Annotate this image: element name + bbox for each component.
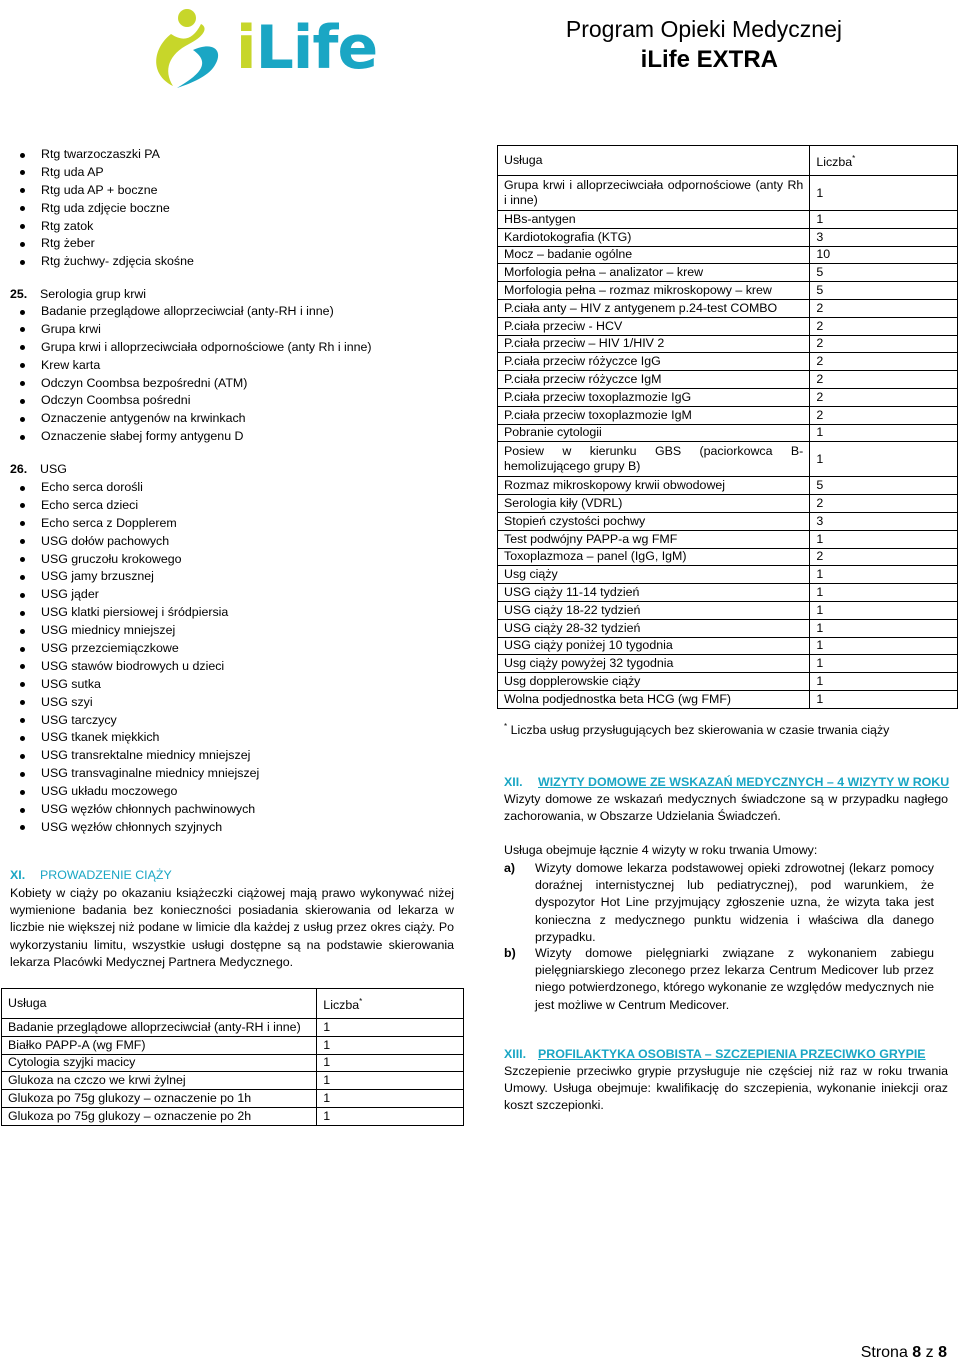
list-item: USG sutka	[10, 676, 259, 694]
footnote-mark: *	[504, 722, 508, 731]
count-cell: 1	[810, 424, 958, 442]
service-cell: Morfologia pełna – rozmaz mikroskopowy – krew	[498, 282, 810, 300]
list-item: USG transvaginalne miednicy mniejszej	[10, 765, 259, 783]
service-cell: Białko PAPP-A (wg FMF)	[2, 1036, 317, 1054]
table-footnote	[504, 722, 889, 737]
list-item: USG dołów pachowych	[10, 533, 259, 551]
service-cell: Grupa krwi i alloprzeciwciała odpornościowe (anty Rh i inne)	[498, 176, 810, 211]
table-row	[498, 619, 958, 637]
table-row	[2, 1072, 464, 1090]
list-item: Rtg zatok	[10, 218, 194, 236]
count-cell: 5	[810, 264, 958, 282]
service-cell: Glukoza po 75g glukozy – oznaczenie po 2h	[2, 1107, 317, 1125]
count-cell: 2	[810, 388, 958, 406]
count-cell: 1	[317, 1072, 464, 1090]
service-cell: USG ciąży poniżej 10 tygodnia	[498, 637, 810, 655]
table-row	[498, 655, 958, 673]
list-item: USG układu moczowego	[10, 783, 259, 801]
table-row	[498, 282, 958, 300]
list-item: Rtg twarzoczaszki PA	[10, 146, 194, 164]
table-row	[498, 637, 958, 655]
table-row	[498, 388, 958, 406]
count-cell: 2	[810, 406, 958, 424]
header-count-mark: *	[359, 996, 363, 1006]
table-row	[498, 601, 958, 619]
list-item: USG transrektalne miednicy mniejszej	[10, 747, 259, 765]
header-count-label: Liczba	[323, 998, 360, 1013]
header-count-label: Liczba	[816, 155, 853, 170]
table-row	[498, 371, 958, 389]
list-item: USG klatki piersiowej i śródpiersia	[10, 604, 259, 622]
section-xi-text: Kobiety w ciąży po okazaniu książeczki ciążowej mają prawo wykonywać niżej wymienione badania bez konieczności posiadania skierowania od lekarza w liczbie nie większej niż podane w limicie dla każdej z usług przez okres ciąży. Po wykorzystaniu limitu, wszystkie usługi dostępne są na podstawie skierowania lekarza Placówki Medycznej Partnera Medycznego.	[10, 886, 454, 969]
page-prefix: Strona	[860, 1344, 913, 1361]
count-cell: 3	[810, 228, 958, 246]
list-item: Rtg żuchwy- zdjęcia skośne	[10, 253, 194, 271]
table-row	[498, 211, 958, 229]
page-total: 8	[938, 1344, 947, 1361]
service-cell: USG ciąży 11-14 tydzień	[498, 584, 810, 602]
service-cell: Rozmaz mikroskopowy krwii obwodowej	[498, 477, 810, 495]
rtg-list	[10, 146, 194, 271]
section-title: WIZYTY DOMOWE ZE WSKAZAŃ MEDYCZNYCH – 4 WIZYTY W ROKU	[538, 775, 950, 789]
header-service: Usługa	[2, 989, 317, 1019]
list-item: Odczyn Coombsa bezpośredni (ATM)	[10, 375, 372, 393]
count-cell: 1	[317, 1036, 464, 1054]
list-item: Rtg uda AP + boczne	[10, 182, 194, 200]
table-row	[498, 353, 958, 371]
service-cell: Glukoza na czczo we krwi żylnej	[2, 1072, 317, 1090]
service-cell: Wolna podjednostka beta HCG (wg FMF)	[498, 690, 810, 708]
count-cell: 1	[810, 655, 958, 673]
section-number: 25.	[10, 287, 28, 301]
logo-wordmark-rest: Life	[255, 13, 378, 83]
service-cell: P.ciała przeciw toxoplazmozie IgM	[498, 406, 810, 424]
section-25-heading	[10, 287, 146, 301]
header-service: Usługa	[498, 146, 810, 176]
count-cell: 2	[810, 371, 958, 389]
service-cell: P.ciała przeciw - HCV	[498, 317, 810, 335]
service-cell: P.ciała przeciw różyczce IgM	[498, 371, 810, 389]
table-row	[498, 584, 958, 602]
service-cell: Badanie przeglądowe alloprzeciwciał (anty-RH i inne)	[2, 1019, 317, 1037]
service-cell: Usg ciąży	[498, 566, 810, 584]
count-cell: 2	[810, 317, 958, 335]
service-cell: P.ciała przeciw toxoplazmozie IgG	[498, 388, 810, 406]
serology-list	[10, 303, 372, 446]
list-item: USG przezciemiączkowe	[10, 640, 259, 658]
section-title: Serologia grup krwi	[40, 287, 147, 301]
table-row	[2, 1019, 464, 1037]
list-item: Grupa krwi i alloprzeciwciała odpornościowe (anty Rh i inne)	[10, 339, 372, 357]
table-row	[498, 530, 958, 548]
section-number: XI.	[10, 868, 26, 882]
list-item: Odczyn Coombsa pośredni	[10, 392, 372, 410]
section-title: PROFILAKTYKA OSOBISTA – SZCZEPIENIA PRZECIWKO GRYPIE	[538, 1047, 926, 1061]
table-header-row	[498, 146, 958, 176]
logo-wordmark: iLife	[236, 13, 378, 83]
list-item: Rtg uda zdjęcie boczne	[10, 200, 194, 218]
list-item: Oznaczenie słabej formy antygenu D	[10, 428, 372, 446]
list-item: Echo serca dorośli	[10, 479, 259, 497]
table-row	[498, 548, 958, 566]
section-xii-text: Wizyty domowe ze wskazań medycznych świadczone są w przypadku nagłego zachorowania, w Obszarze Udzielania Świadczeń.	[504, 792, 948, 824]
table-row	[2, 1054, 464, 1072]
count-cell: 1	[810, 601, 958, 619]
section-xi-heading	[10, 868, 172, 882]
count-cell: 5	[810, 477, 958, 495]
service-cell: P.ciała przeciw – HIV 1/HIV 2	[498, 335, 810, 353]
list-item: USG tarczycy	[10, 712, 259, 730]
page-mid: z	[921, 1344, 939, 1361]
table-row	[498, 424, 958, 442]
list-item: Krew karta	[10, 357, 372, 375]
pregnancy-services-table-right	[497, 145, 958, 709]
count-cell: 1	[810, 619, 958, 637]
count-cell: 1	[810, 211, 958, 229]
service-cell: Mocz – badanie ogólne	[498, 246, 810, 264]
table-row	[498, 299, 958, 317]
count-cell: 2	[810, 299, 958, 317]
page-current: 8	[912, 1344, 922, 1361]
section-title: USG	[40, 462, 67, 476]
count-cell: 1	[317, 1107, 464, 1125]
section-xii-heading	[504, 775, 949, 789]
page-number	[861, 1344, 947, 1362]
table-row	[2, 1090, 464, 1108]
table-row	[498, 228, 958, 246]
table-row	[498, 495, 958, 513]
table-row	[498, 477, 958, 495]
count-cell: 1	[810, 566, 958, 584]
list-item: USG stawów biodrowych u dzieci	[10, 658, 259, 676]
section-xiii-text: Szczepienie przeciwko grypie przysługuje nie częściej niż raz w roku trwania Umowy. Usługa obejmuje: kwalifikację do szczepienia, wykonanie iniekcji oraz koszt szczepionki.	[504, 1064, 948, 1113]
item-label: b)	[504, 946, 516, 960]
service-cell: Posiew w kierunku GBS (paciorkowca B-hemolizującego grupy B)	[498, 442, 810, 477]
list-item: USG jamy brzusznej	[10, 568, 259, 586]
usg-list	[10, 479, 259, 837]
section-xiii-heading	[504, 1047, 926, 1061]
count-cell: 5	[810, 282, 958, 300]
table-row	[498, 264, 958, 282]
count-cell: 2	[810, 495, 958, 513]
section-26-heading	[10, 462, 67, 476]
list-item: USG jąder	[10, 586, 259, 604]
list-item-b	[504, 945, 934, 1014]
service-cell: Kardiotokografia (KTG)	[498, 228, 810, 246]
list-item: USG gruczołu krokowego	[10, 551, 259, 569]
service-cell: Glukoza po 75g glukozy – oznaczenie po 1h	[2, 1090, 317, 1108]
service-cell: Pobranie cytologii	[498, 424, 810, 442]
service-cell: P.ciała przeciw różyczce IgG	[498, 353, 810, 371]
list-item: Badanie przeglądowe alloprzeciwciał (anty-RH i inne)	[10, 303, 372, 321]
table-row	[498, 442, 958, 477]
table-row	[498, 690, 958, 708]
table-header-row	[2, 989, 464, 1019]
count-cell: 2	[810, 353, 958, 371]
service-cell: HBs-antygen	[498, 211, 810, 229]
table-row	[498, 335, 958, 353]
table-row	[2, 1107, 464, 1125]
count-cell: 2	[810, 548, 958, 566]
count-cell: 10	[810, 246, 958, 264]
section-number: XIII.	[504, 1047, 527, 1061]
list-item: Oznaczenie antygenów na krwinkach	[10, 410, 372, 428]
section-title: PROWADZENIE CIĄŻY	[40, 868, 172, 882]
count-cell: 1	[317, 1090, 464, 1108]
list-item: USG węzłów chłonnych szyjnych	[10, 819, 259, 837]
list-item: USG szyi	[10, 694, 259, 712]
service-cell: Usg dopplerowskie ciąży	[498, 673, 810, 691]
list-item: USG miednicy mniejszej	[10, 622, 259, 640]
table-row	[498, 673, 958, 691]
count-cell: 1	[810, 673, 958, 691]
program-title: Program Opieki Medycznej	[565, 16, 842, 42]
service-cell: P.ciała anty – HIV z antygenem p.24-test COMBO	[498, 299, 810, 317]
item-text: Wizyty domowe pielęgniarki związane z wykonaniem zabiegu pielęgniarskiego zleconego przez lekarza Centrum Medicover lub przez niego potwierdzonego, którego wykonanie ze względów medycznych nie jest możliwe w Centrum Medicover.	[535, 946, 934, 1012]
list-item: Grupa krwi	[10, 321, 372, 339]
header-count	[810, 146, 958, 176]
service-cell: USG ciąży 28-32 tydzień	[498, 619, 810, 637]
section-number: XII.	[504, 775, 523, 789]
program-subtitle: iLife EXTRA	[640, 46, 778, 73]
count-cell: 1	[810, 690, 958, 708]
table-row	[498, 406, 958, 424]
service-cell: Stopień czystości pochwy	[498, 512, 810, 530]
header-count	[317, 989, 464, 1019]
count-cell: 3	[810, 512, 958, 530]
count-cell: 1	[317, 1019, 464, 1037]
count-cell: 1	[810, 584, 958, 602]
list-item-a	[504, 860, 934, 946]
list-item: Echo serca dzieci	[10, 497, 259, 515]
count-cell: 1	[810, 176, 958, 211]
service-cell: USG ciąży 18-22 tydzień	[498, 601, 810, 619]
table-row	[498, 176, 958, 211]
service-cell: Serologia kiły (VDRL)	[498, 495, 810, 513]
pregnancy-services-table-left	[1, 988, 464, 1126]
count-cell: 2	[810, 335, 958, 353]
service-cell: Usg ciąży powyżej 32 tygodnia	[498, 655, 810, 673]
list-item: Rtg uda AP	[10, 164, 194, 182]
service-cell: Morfologia pełna – analizator – krew	[498, 264, 810, 282]
table-row	[498, 512, 958, 530]
table-row	[498, 246, 958, 264]
list-item: USG węzłów chłonnych pachwinowych	[10, 801, 259, 819]
table-row	[498, 317, 958, 335]
footnote-text: Liczba usług przysługujących bez skierowania w czasie trwania ciąży	[507, 723, 890, 738]
section-number: 26.	[10, 462, 28, 476]
section-xii-intro: Usługa obejmuje łącznie 4 wizyty w roku trwania Umowy:	[504, 843, 818, 857]
table-row	[2, 1036, 464, 1054]
list-item: USG tkanek miękkich	[10, 729, 259, 747]
table-row	[498, 566, 958, 584]
count-cell: 1	[810, 637, 958, 655]
header-count-mark: *	[852, 153, 856, 163]
list-item: Rtg żeber	[10, 235, 194, 253]
count-cell: 1	[317, 1054, 464, 1072]
service-cell: Test podwójny PAPP-a wg FMF	[498, 530, 810, 548]
service-cell: Cytologia szyjki macicy	[2, 1054, 317, 1072]
item-label: a)	[504, 861, 516, 875]
item-text: Wizyty domowe lekarza podstawowej opieki zdrowotnej (lekarz pomocy doraźnej internistycznej lub pediatrycznej), pod warunkiem, że dyspozytor Hot Line przyjmujący zgłoszenie uzna, że wizyta taka jest konieczna z medycznego punktu widzenia i właściwa dla danego przypadku.	[535, 861, 934, 944]
count-cell: 1	[810, 442, 958, 477]
service-cell: Toxoplazmoza – panel (IgG, IgM)	[498, 548, 810, 566]
count-cell: 1	[810, 530, 958, 548]
list-item: Echo serca z Dopplerem	[10, 515, 259, 533]
